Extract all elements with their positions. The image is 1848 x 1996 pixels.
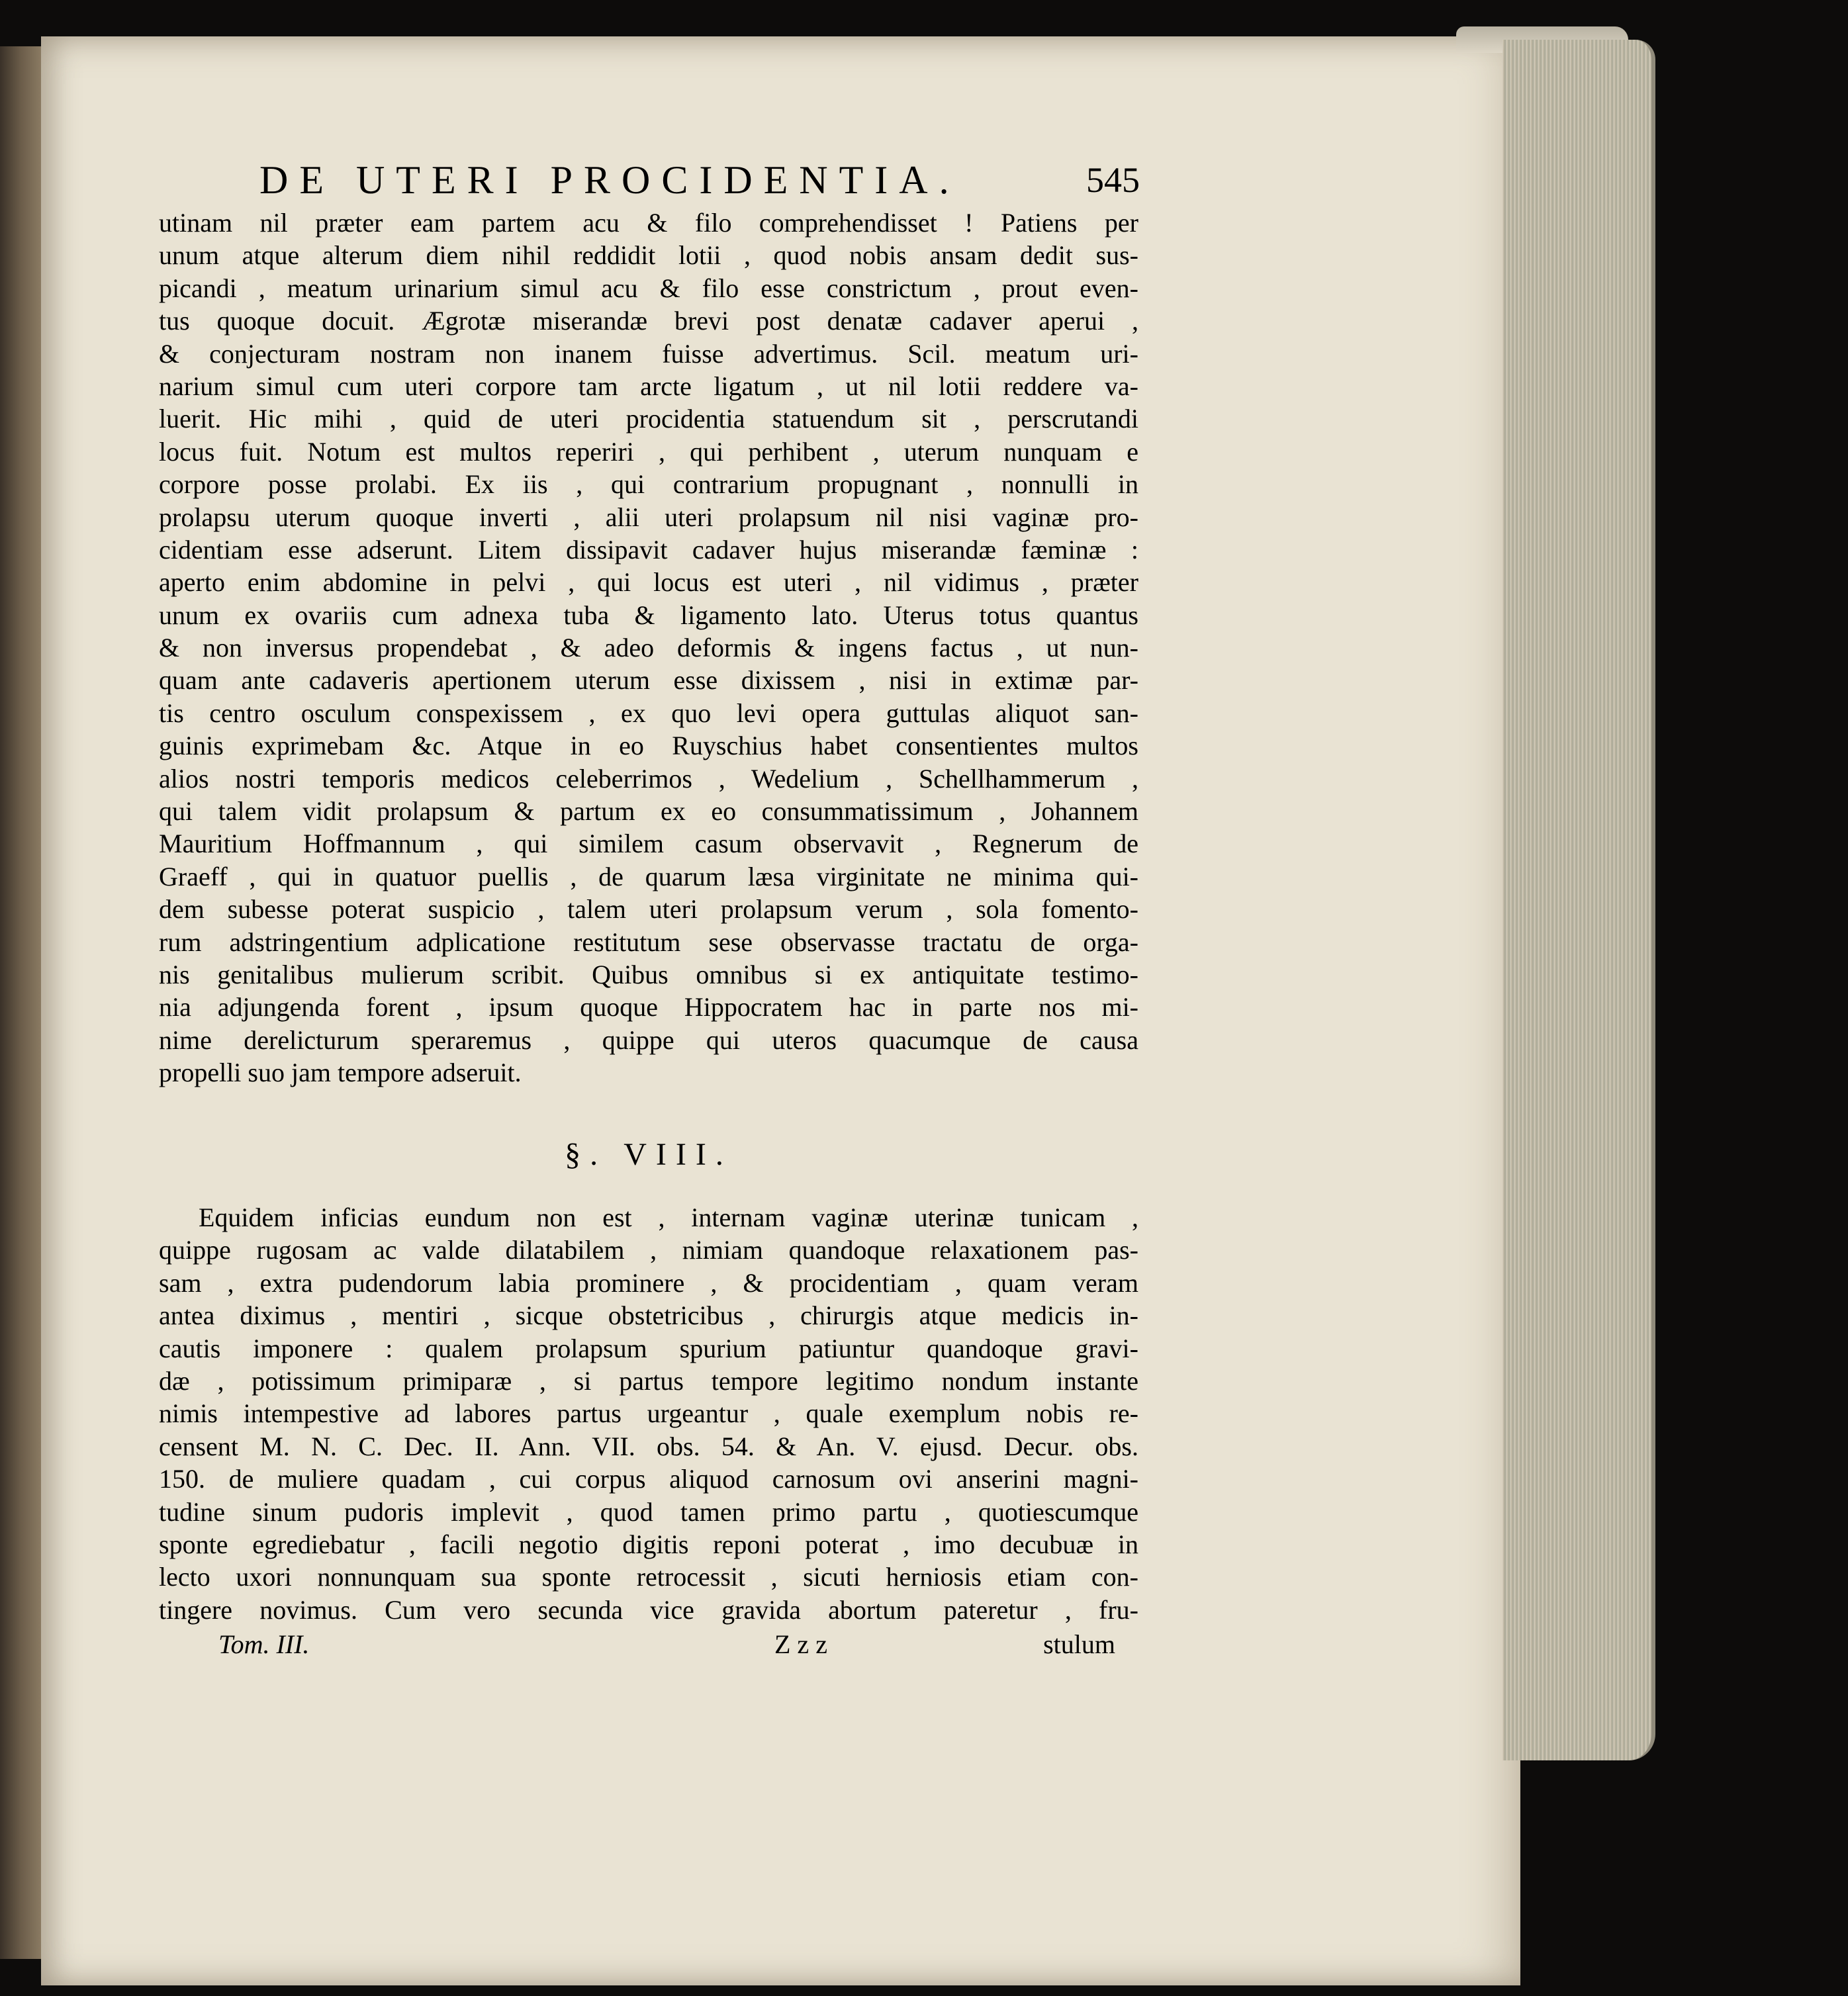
text-line: Graeff , qui in quatuor puellis , de quarum læsa virginitate ne minima qui- <box>159 861 1138 891</box>
text-line: corpore posse prolabi. Ex iis , qui contrarium propugnant , nonnulli in <box>159 469 1138 500</box>
text-line: 150. de muliere quadam , cui corpus aliquod carnosum ovi anserini magni- <box>159 1464 1138 1494</box>
paragraph-section-viii <box>159 1201 1138 1626</box>
text-line: utinam nil præter eam partem acu & filo comprehendisset ! Patiens per <box>159 208 1138 238</box>
text-line: tis centro osculum conspexissem , ex quo levi opera guttulas aliquot san- <box>159 698 1138 728</box>
text-line: dæ , potissimum primiparæ , si partus tempore legitimo nondum instante <box>159 1365 1138 1396</box>
text-line: quam ante cadaveris apertionem uterum esse dixissem , nisi in extimæ par- <box>159 665 1138 696</box>
text-line: qui talem vidit prolapsum & partum ex eo consummatissimum , Johannem <box>159 796 1138 827</box>
text-line: censent M. N. C. Dec. II. Ann. VII. obs. 54. & An. V. ejusd. Decur. obs. <box>159 1431 1138 1461</box>
text-line: Mauritium Hoffmannum , qui similem casum observavit , Regnerum de <box>159 829 1138 859</box>
text-line: cidentiam esse adserunt. Litem dissipavit cadaver hujus miserandæ fæminæ : <box>159 534 1138 565</box>
text-line: tudine sinum pudoris implevit , quod tamen primo partu , quotiescumque <box>159 1496 1138 1527</box>
text-line: picandi , meatum urinarium simul acu & filo esse constrictum , prout even- <box>159 273 1138 303</box>
text-line: sam , extra pudendorum labia prominere , & procidentiam , quam veram <box>159 1267 1138 1298</box>
text-line: aperto enim abdomine in pelvi , qui locus est uteri , nil vidimus , præter <box>159 567 1138 598</box>
text-line: nia adjungenda forent , ipsum quoque Hippocratem hac in parte nos mi- <box>159 992 1138 1022</box>
signature-mark: Zzz <box>774 1629 834 1659</box>
text-line: tingere novimus. Cum vero secunda vice gravida abortum pateretur , fru- <box>159 1594 1138 1625</box>
paragraph-continued <box>159 206 1138 1089</box>
text-line: locus fuit. Notum est multos reperiri , qui perhibent , uterum nunquam e <box>159 436 1138 467</box>
text-line: cautis imponere : qualem prolapsum spurium patiuntur quandoque gravi- <box>159 1333 1138 1363</box>
section-heading: §. VIII. <box>565 1137 733 1172</box>
text-line: quippe rugosam ac valde dilatabilem , nimiam quandoque relaxationem pas- <box>159 1235 1138 1265</box>
running-head <box>259 154 1140 206</box>
text-line: sponte egrediebatur , facili negotio digitis reponi poterat , imo decubuæ in <box>159 1529 1138 1559</box>
page-block-edges <box>1502 40 1655 1760</box>
text-line: nime derelicturum speraremus , quippe qui uteros quacumque de causa <box>159 1024 1138 1055</box>
text-line: lecto uxori nonnunquam sua sponte retrocessit , sicuti herniosis etiam con- <box>159 1562 1138 1592</box>
text-line: antea diximus , mentiri , sicque obstetricibus , chirurgis atque medicis in- <box>159 1300 1138 1331</box>
running-title: DE UTERI PROCIDENTIA. <box>259 158 960 202</box>
page-footer <box>218 1625 1115 1664</box>
text-line: dem subesse poterat suspicio , talem uteri prolapsum verum , sola fomento- <box>159 894 1138 925</box>
text-line: & non inversus propendebat , & adeo deformis & ingens factus , ut nun- <box>159 633 1138 663</box>
text-line: tus quoque docuit. Ægrotæ miserandæ brevi post denatæ cadaver aperui , <box>159 306 1138 336</box>
text-line: prolapsu uterum quoque inverti , alii uteri prolapsum nil nisi vaginæ pro- <box>159 502 1138 532</box>
text-line: narium simul cum uteri corpore tam arcte ligatum , ut nil lotii reddere va- <box>159 371 1138 401</box>
text-line: nimis intempestive ad labores partus urgeantur , quale exemplum nobis re- <box>159 1398 1138 1429</box>
text-line: & conjecturam nostram non inanem fuisse advertimus. Scil. meatum uri- <box>159 338 1138 369</box>
text-line: guinis exprimebam &c. Atque in eo Ruyschius habet consentientes multos <box>159 731 1138 761</box>
catchword: stulum <box>1043 1629 1115 1659</box>
text-line: alios nostri temporis medicos celeberrimos , Wedelium , Schellhammerum , <box>159 763 1138 794</box>
text-line: rum adstringentium adplicatione restitutum sese observasse tractatu de orga- <box>159 927 1138 957</box>
text-line: unum atque alterum diem nihil reddidit lotii , quod nobis ansam dedit sus- <box>159 240 1138 271</box>
text-line: Equidem inficias eundum non est , internam vaginæ uterinæ tunicam , <box>199 1202 1138 1232</box>
text-line: unum ex ovariis cum adnexa tuba & ligamento lato. Uterus totus quantus <box>159 600 1138 630</box>
page-number: 545 <box>1086 160 1140 200</box>
volume-label: Tom. III. <box>218 1629 310 1659</box>
text-line: nis genitalibus mulierum scribit. Quibus omnibus si ex antiquitate testimo- <box>159 959 1138 989</box>
text-line: luerit. Hic mihi , quid de uteri procidentia statuendum sit , perscrutandi <box>159 404 1138 434</box>
facing-page-edge <box>0 46 41 1959</box>
text-line: propelli suo jam tempore adseruit. <box>159 1058 522 1088</box>
